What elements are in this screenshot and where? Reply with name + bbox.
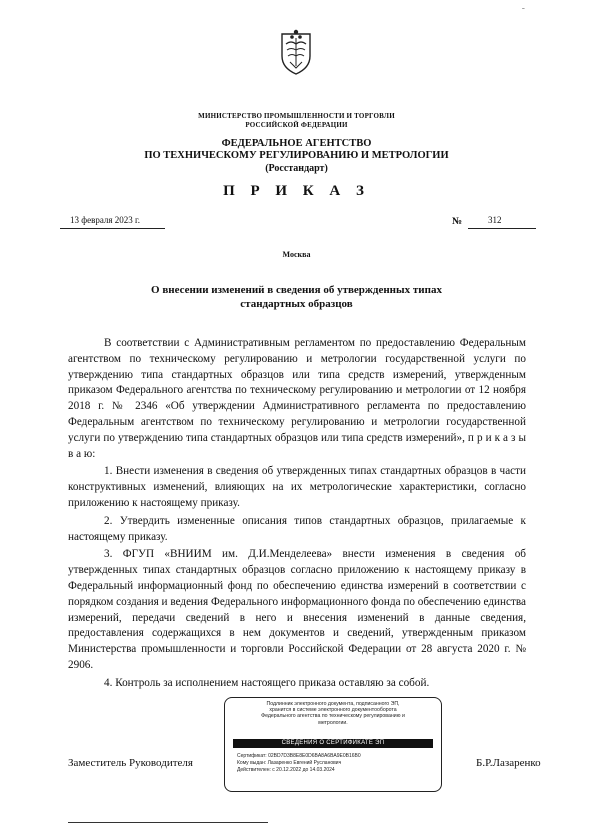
stamp-title-bar: СВЕДЕНИЯ О СЕРТИФИКАТЕ ЭП [233,739,433,748]
agency-scope: ПО ТЕХНИЧЕСКОМУ РЕГУЛИРОВАНИЮ И МЕТРОЛОГИИ [144,150,449,161]
subject-line-1: О внесении изменений в сведения об утвержденных типах [151,284,442,296]
number-underline [468,228,536,229]
stamp-details [237,753,361,774]
stamp-header-line-3: Федерального агентства по техническому регулированию и [261,713,405,720]
date-underline [60,228,165,229]
order-item-3: 3. ФГУП «ВНИИМ им. Д.И.Менделеева» внести изменения в сведения об утвержденных типах стандартных образцов согласно приложению к настоящему приказу в Федеральный информационный фонд по обеспечению единства измерений в соответствии с порядком создания и ведения Федерального информационного фонда по обеспечению единства измерений, передачи сведений в него и внесения изменений в данные сведения, предоставления содержащихся в нем документов и сведений, утвержденным приказом Министерства промышленности и торговли Российской Федерации от 28 августа 2020 г. № 2906. [68,548,526,671]
certificate-validity: Действителен: с 20.12.2022 до 14.03.2024 [237,767,335,773]
intro-paragraph: В соответствии с Административным регламентом по предоставлению Федеральным агентством по техническому регулированию и метрологии государственной услуги по утверждению типа стандартных образцов или типа средств измерений, утвержденным приказом Федерального агентства по техническому регулированию и метрологии от 12 ноября 2018 г. № 2346 «Об утверждении Административного регламента по предоставлению Федеральным агентством по техническому регулированию и метрологии государственной услуги по утверждению типа стандартных образцов или типа средств измерений», п р и к а з ы в а ю: [68,337,526,460]
order-number: 312 [488,215,502,225]
order-date: 13 февраля 2023 г. [70,215,140,225]
certificate-serial: Сертификат: 02BD7D3B8E8E0D6BA8A6BA9E0B16B0 [237,753,361,759]
order-item-1: 1. Внести изменения в сведения об утвержденных типах стандартных образцов в части конструктивных изменений, влияющих на их метрологические характеристики, согласно приложению к настоящему приказу. [68,465,526,509]
document-title: П Р И К А З [223,183,370,199]
coat-of-arms-icon [276,28,316,76]
stamp-header-line-1: Подлинник электронного документа, подписанного ЭП, [266,701,400,707]
signer-position: Заместитель Руководителя [68,757,193,769]
ministry-country: РОССИЙСКОЙ ФЕДЕРАЦИИ [245,121,348,129]
stamp-header-line-2: хранится в системе электронного документооборота [269,707,397,714]
ministry-name: МИНИСТЕРСТВО ПРОМЫШЛЕННОСТИ И ТОРГОВЛИ [198,112,395,120]
certificate-owner: Кому выдан: Лазаренко Евгений Русланович [237,760,342,766]
corner-mark: ˉ [522,6,525,15]
order-item-2: 2. Утвердить измененные описания типов стандартных образцов, прилагаемые к настоящему приказу. [68,514,526,543]
stamp-header-line-4: метрологии. [318,719,348,726]
agency-short-name: (Росстандарт) [265,163,328,174]
signer-name: Б.Р.Лазаренко [476,757,541,769]
agency-name: ФЕДЕРАЛЬНОЕ АГЕНТСТВО [221,138,372,149]
city: Москва [282,250,311,259]
order-subject [0,283,593,311]
order-item-4: 4. Контроль за исполнением настоящего приказа оставляю за собой. [104,676,430,689]
subject-line-2: стандартных образцов [240,298,353,310]
stamp-header [225,701,441,726]
order-body [68,336,526,692]
number-sign: № [452,216,463,227]
footer-rule [68,822,268,823]
digital-signature-stamp [224,697,442,792]
